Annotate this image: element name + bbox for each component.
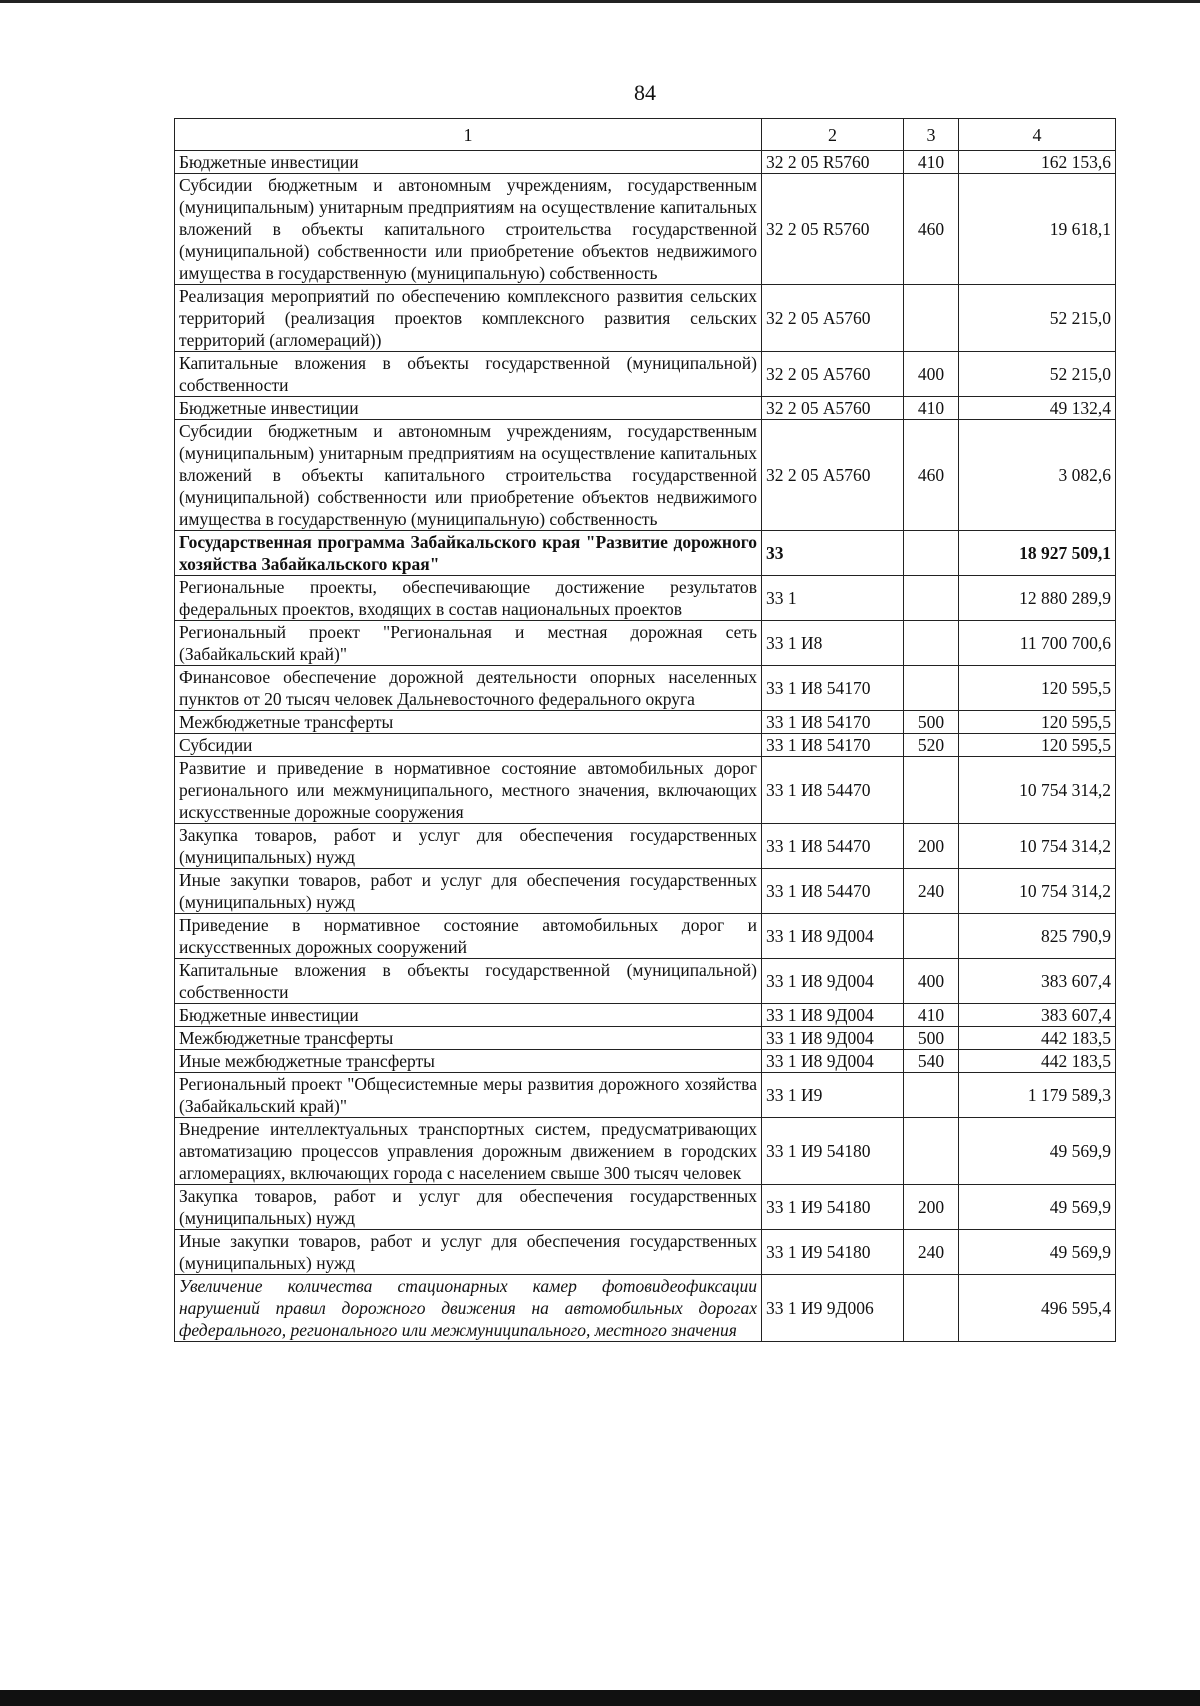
row-sum: 12 880 289,9 [959, 576, 1116, 621]
row-code: 33 1 И9 [762, 1073, 904, 1118]
row-expense-type [904, 1118, 959, 1185]
row-name: Региональные проекты, обеспечивающие достижение результатов федеральных проектов, входящих в состав национальных проектов [175, 576, 762, 621]
budget-table [174, 118, 1116, 1342]
table-row [175, 1050, 1116, 1073]
row-expense-type: 240 [904, 869, 959, 914]
table-row [175, 531, 1116, 576]
table-row [175, 959, 1116, 1004]
row-name: Бюджетные инвестиции [175, 397, 762, 420]
row-sum: 162 153,6 [959, 151, 1116, 174]
row-code: 33 1 И8 9Д004 [762, 959, 904, 1004]
column-header: 4 [959, 119, 1116, 151]
row-expense-type: 200 [904, 824, 959, 869]
row-expense-type: 520 [904, 734, 959, 757]
row-expense-type: 500 [904, 711, 959, 734]
row-sum: 120 595,5 [959, 711, 1116, 734]
table-row [175, 711, 1116, 734]
table-row [175, 420, 1116, 531]
table-row [175, 174, 1116, 285]
row-name: Капитальные вложения в объекты государственной (муниципальной) собственности [175, 959, 762, 1004]
row-sum: 496 595,4 [959, 1275, 1116, 1342]
row-name: Иные закупки товаров, работ и услуг для обеспечения государственных (муниципальных) нужд [175, 1230, 762, 1275]
column-header: 3 [904, 119, 959, 151]
bottom-bar [0, 1690, 1200, 1706]
row-name: Субсидии [175, 734, 762, 757]
table-row [175, 869, 1116, 914]
table-row [175, 1230, 1116, 1275]
row-expense-type [904, 1275, 959, 1342]
row-expense-type [904, 1073, 959, 1118]
row-expense-type [904, 666, 959, 711]
row-sum: 1 179 589,3 [959, 1073, 1116, 1118]
row-code: 33 1 И9 54180 [762, 1118, 904, 1185]
table-row [175, 757, 1116, 824]
column-header: 1 [175, 119, 762, 151]
top-rule [0, 0, 1200, 3]
row-code: 33 1 И8 9Д004 [762, 1027, 904, 1050]
table-row [175, 1027, 1116, 1050]
row-expense-type: 410 [904, 151, 959, 174]
table-row [175, 1185, 1116, 1230]
table-row [175, 397, 1116, 420]
row-name: Субсидии бюджетным и автономным учреждениям, государственным (муниципальным) унитарным предприятиям на осуществление капитальных вложений в объекты капитального строительства государственной (муниципальной) собственности или приобретение объектов недвижимого имущества в государственную (муниципальную) собственность [175, 420, 762, 531]
row-sum: 383 607,4 [959, 1004, 1116, 1027]
row-name: Реализация мероприятий по обеспечению комплексного развития сельских территорий (реализация проектов комплексного развития сельских территорий (агломераций)) [175, 285, 762, 352]
row-sum: 10 754 314,2 [959, 757, 1116, 824]
row-code: 33 1 И8 54470 [762, 869, 904, 914]
row-expense-type [904, 757, 959, 824]
row-expense-type: 460 [904, 420, 959, 531]
row-name: Субсидии бюджетным и автономным учреждениям, государственным (муниципальным) унитарным предприятиям на осуществление капитальных вложений в объекты капитального строительства государственной (муниципальной) собственности или приобретение объектов недвижимого имущества в государственную (муниципальную) собственность [175, 174, 762, 285]
row-code: 33 1 И8 54470 [762, 757, 904, 824]
row-name: Закупка товаров, работ и услуг для обеспечения государственных (муниципальных) нужд [175, 1185, 762, 1230]
row-code: 32 2 05 R5760 [762, 151, 904, 174]
row-expense-type: 460 [904, 174, 959, 285]
row-name: Государственная программа Забайкальского края "Развитие дорожного хозяйства Забайкальского края" [175, 531, 762, 576]
row-sum: 49 569,9 [959, 1230, 1116, 1275]
row-name: Развитие и приведение в нормативное состояние автомобильных дорог регионального или межмуниципального, местного значения, включающих искусственные дорожные сооружения [175, 757, 762, 824]
row-code: 33 1 И9 54180 [762, 1185, 904, 1230]
row-code: 32 2 05 А5760 [762, 420, 904, 531]
row-name: Бюджетные инвестиции [175, 1004, 762, 1027]
row-expense-type [904, 576, 959, 621]
row-expense-type: 410 [904, 1004, 959, 1027]
table-row [175, 621, 1116, 666]
row-code: 32 2 05 А5760 [762, 285, 904, 352]
table-row [175, 666, 1116, 711]
row-sum: 3 082,6 [959, 420, 1116, 531]
row-code: 33 1 И9 9Д006 [762, 1275, 904, 1342]
row-sum: 49 569,9 [959, 1118, 1116, 1185]
row-expense-type [904, 914, 959, 959]
row-code: 33 1 И8 54170 [762, 711, 904, 734]
row-code: 32 2 05 А5760 [762, 397, 904, 420]
table-row [175, 1073, 1116, 1118]
row-expense-type [904, 285, 959, 352]
table-row [175, 1275, 1116, 1342]
table-body [175, 151, 1116, 1342]
table-row [175, 1118, 1116, 1185]
table-row [175, 914, 1116, 959]
row-code: 33 1 И8 54170 [762, 666, 904, 711]
row-expense-type: 200 [904, 1185, 959, 1230]
row-code: 33 1 И8 [762, 621, 904, 666]
header-row [175, 119, 1116, 151]
table-row [175, 1004, 1116, 1027]
row-code: 33 1 И8 9Д004 [762, 914, 904, 959]
row-name: Внедрение интеллектуальных транспортных систем, предусматривающих автоматизацию процессов управления дорожным движением в городских агломерациях, включающих города с населением свыше 300 тысяч человек [175, 1118, 762, 1185]
table-row [175, 824, 1116, 869]
row-name: Региональный проект "Региональная и местная дорожная сеть (Забайкальский край)" [175, 621, 762, 666]
table-row [175, 734, 1116, 757]
row-expense-type: 540 [904, 1050, 959, 1073]
row-sum: 19 618,1 [959, 174, 1116, 285]
column-header: 2 [762, 119, 904, 151]
row-sum: 120 595,5 [959, 734, 1116, 757]
row-expense-type: 410 [904, 397, 959, 420]
table-row [175, 576, 1116, 621]
row-expense-type: 240 [904, 1230, 959, 1275]
row-sum: 52 215,0 [959, 352, 1116, 397]
row-expense-type: 500 [904, 1027, 959, 1050]
row-sum: 442 183,5 [959, 1027, 1116, 1050]
row-sum: 10 754 314,2 [959, 869, 1116, 914]
table-row [175, 285, 1116, 352]
row-sum: 11 700 700,6 [959, 621, 1116, 666]
row-expense-type: 400 [904, 959, 959, 1004]
row-name: Капитальные вложения в объекты государственной (муниципальной) собственности [175, 352, 762, 397]
row-code: 32 2 05 R5760 [762, 174, 904, 285]
row-name: Региональный проект "Общесистемные меры развития дорожного хозяйства (Забайкальский край)" [175, 1073, 762, 1118]
row-expense-type: 400 [904, 352, 959, 397]
row-name: Межбюджетные трансферты [175, 1027, 762, 1050]
row-name: Иные закупки товаров, работ и услуг для обеспечения государственных (муниципальных) нужд [175, 869, 762, 914]
row-sum: 49 132,4 [959, 397, 1116, 420]
row-code: 33 1 И8 9Д004 [762, 1004, 904, 1027]
row-code: 33 [762, 531, 904, 576]
table-row [175, 151, 1116, 174]
row-sum: 18 927 509,1 [959, 531, 1116, 576]
row-code: 33 1 И8 54470 [762, 824, 904, 869]
row-sum: 52 215,0 [959, 285, 1116, 352]
row-name: Финансовое обеспечение дорожной деятельности опорных населенных пунктов от 20 тысяч человек Дальневосточного федерального округа [175, 666, 762, 711]
row-name: Бюджетные инвестиции [175, 151, 762, 174]
row-name: Межбюджетные трансферты [175, 711, 762, 734]
page-number: 84 [634, 80, 656, 105]
row-sum: 442 183,5 [959, 1050, 1116, 1073]
row-sum: 10 754 314,2 [959, 824, 1116, 869]
row-name: Закупка товаров, работ и услуг для обеспечения государственных (муниципальных) нужд [175, 824, 762, 869]
row-sum: 49 569,9 [959, 1185, 1116, 1230]
row-expense-type [904, 621, 959, 666]
row-code: 32 2 05 А5760 [762, 352, 904, 397]
row-name: Приведение в нормативное состояние автомобильных дорог и искусственных дорожных сооружений [175, 914, 762, 959]
table-row [175, 352, 1116, 397]
row-sum: 120 595,5 [959, 666, 1116, 711]
row-sum: 383 607,4 [959, 959, 1116, 1004]
row-expense-type [904, 531, 959, 576]
row-code: 33 1 [762, 576, 904, 621]
row-name: Увеличение количества стационарных камер фотовидеофиксации нарушений правил дорожного движения на автомобильных дорогах федерального, регионального или межмуниципального, местного значения [175, 1275, 762, 1342]
row-code: 33 1 И8 9Д004 [762, 1050, 904, 1073]
row-code: 33 1 И8 54170 [762, 734, 904, 757]
row-code: 33 1 И9 54180 [762, 1230, 904, 1275]
row-name: Иные межбюджетные трансферты [175, 1050, 762, 1073]
row-sum: 825 790,9 [959, 914, 1116, 959]
